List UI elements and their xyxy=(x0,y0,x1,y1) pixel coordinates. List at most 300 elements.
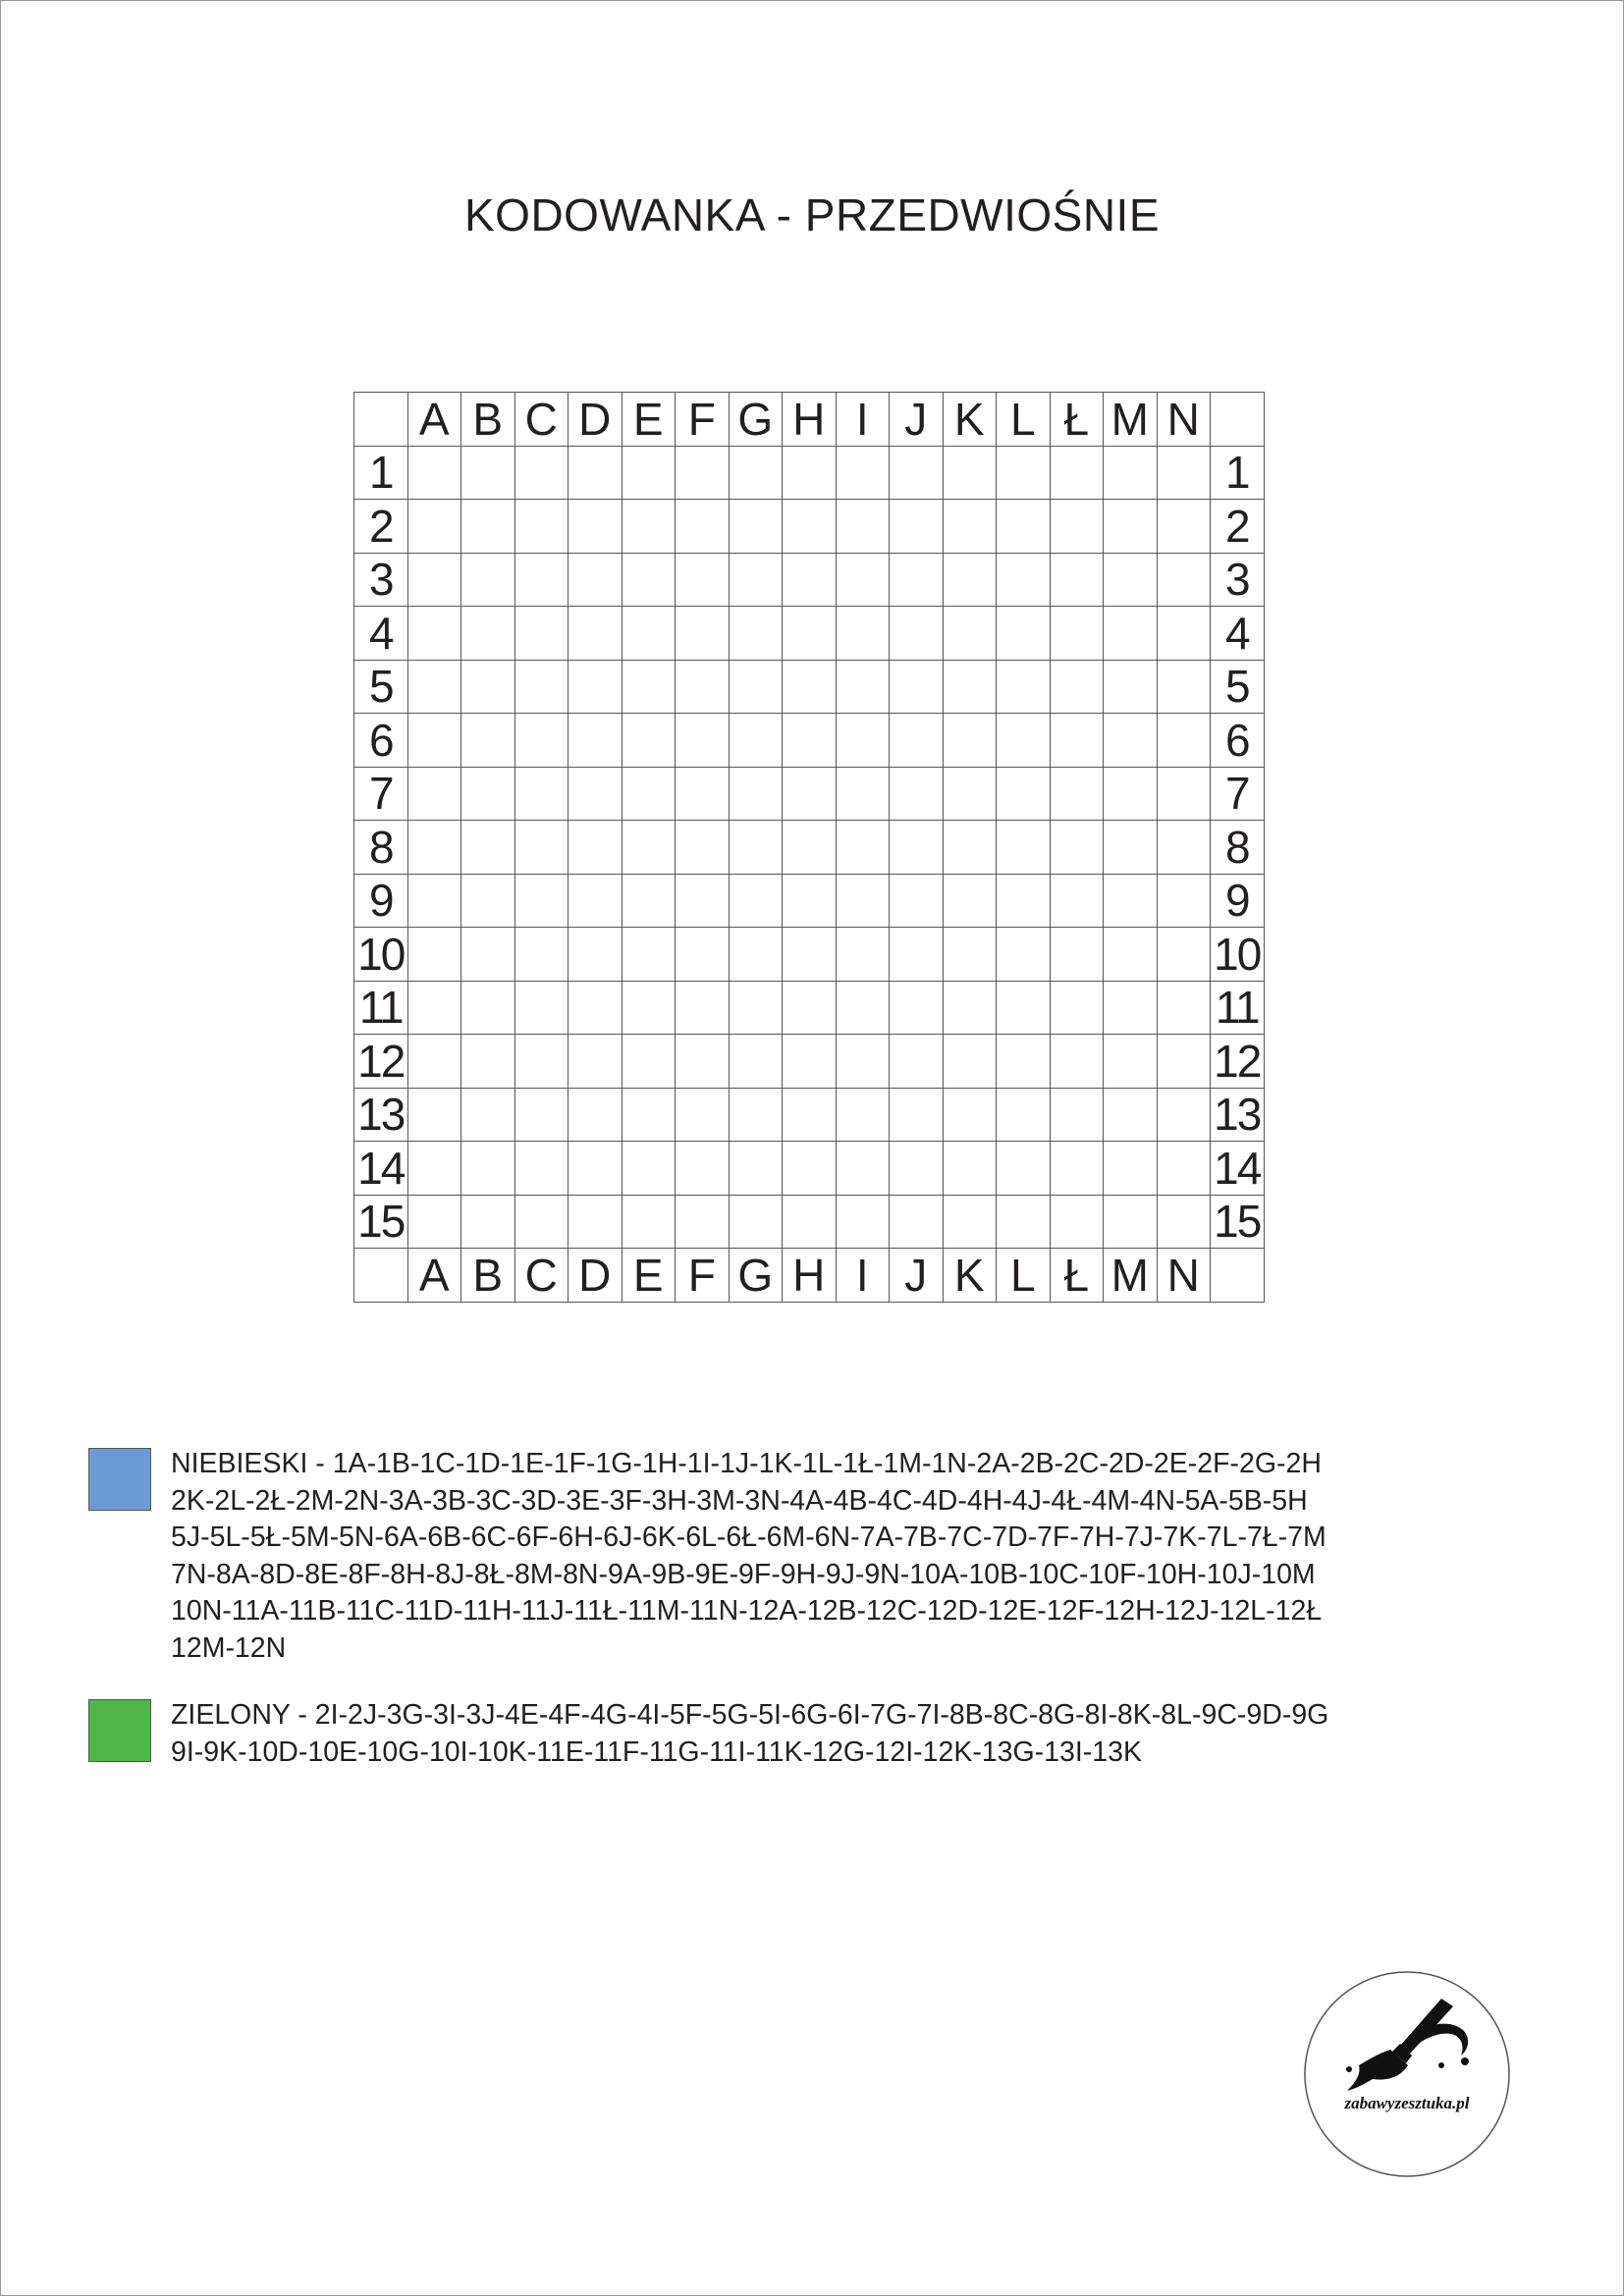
grid-cell[interactable] xyxy=(1157,928,1211,982)
grid-cell[interactable] xyxy=(1050,928,1104,982)
grid-cell[interactable] xyxy=(1050,981,1104,1035)
grid-cell[interactable] xyxy=(1157,500,1211,554)
grid-cell[interactable] xyxy=(997,928,1051,982)
grid-cell[interactable] xyxy=(461,660,515,714)
grid-cell[interactable] xyxy=(568,660,623,714)
grid-cell[interactable] xyxy=(568,1195,623,1249)
grid-cell[interactable] xyxy=(943,607,997,661)
grid-cell[interactable] xyxy=(514,981,568,1035)
grid-cell[interactable] xyxy=(729,446,783,500)
grid-cell[interactable] xyxy=(729,500,783,554)
grid-cell[interactable] xyxy=(568,821,623,875)
grid-cell[interactable] xyxy=(783,500,837,554)
grid-cell[interactable] xyxy=(836,446,890,500)
grid-cell[interactable] xyxy=(514,500,568,554)
legend-line: 5J-5L-5Ł-5M-5N-6A-6B-6C-6F-6H-6J-6K-6L-6Ł-6M-6N-7A-7B-7C-7D-7F-7H-7J-7K-7L-7Ł-7M xyxy=(171,1522,1326,1553)
grid-cell[interactable] xyxy=(783,1195,837,1249)
row-label: 4 xyxy=(354,607,408,661)
grid-cell[interactable] xyxy=(783,821,837,875)
grid-cell[interactable] xyxy=(1104,1195,1158,1249)
grid-cell[interactable] xyxy=(729,553,783,607)
grid-cell[interactable] xyxy=(1104,1088,1158,1142)
grid-cell[interactable] xyxy=(890,1142,944,1196)
grid-cell[interactable] xyxy=(997,446,1051,500)
grid-cell[interactable] xyxy=(568,928,623,982)
column-label: J xyxy=(890,1249,944,1303)
grid-cell[interactable] xyxy=(890,821,944,875)
column-label: D xyxy=(568,393,623,447)
row-label: 14 xyxy=(354,1142,408,1196)
grid-cell[interactable] xyxy=(997,1195,1051,1249)
column-label: H xyxy=(783,393,837,447)
grid-cell[interactable] xyxy=(622,767,676,821)
grid-cell[interactable] xyxy=(943,1088,997,1142)
grid-cell[interactable] xyxy=(1104,981,1158,1035)
column-label: L xyxy=(997,1249,1051,1303)
column-label: G xyxy=(729,1249,783,1303)
row-label: 11 xyxy=(1211,981,1265,1035)
grid-row xyxy=(354,500,1265,554)
grid-cell[interactable] xyxy=(1050,1195,1104,1249)
grid-cell[interactable] xyxy=(783,1088,837,1142)
grid-cell[interactable] xyxy=(1104,500,1158,554)
grid-cell[interactable] xyxy=(729,821,783,875)
grid-cell[interactable] xyxy=(622,607,676,661)
grid-cell[interactable] xyxy=(461,1088,515,1142)
grid-cell[interactable] xyxy=(676,1088,730,1142)
grid-cell[interactable] xyxy=(676,500,730,554)
grid-cell[interactable] xyxy=(943,1142,997,1196)
grid-cell[interactable] xyxy=(997,553,1051,607)
grid-cell[interactable] xyxy=(997,767,1051,821)
grid-cell[interactable] xyxy=(943,660,997,714)
grid-cell[interactable] xyxy=(1104,767,1158,821)
grid-cell[interactable] xyxy=(890,928,944,982)
grid-cell[interactable] xyxy=(1157,874,1211,928)
grid-cell[interactable] xyxy=(783,767,837,821)
grid-row xyxy=(354,928,1265,982)
grid-cell[interactable] xyxy=(1104,446,1158,500)
grid-cell[interactable] xyxy=(568,1088,623,1142)
grid-cell[interactable] xyxy=(729,874,783,928)
grid-cell[interactable] xyxy=(1050,1142,1104,1196)
grid-cell[interactable] xyxy=(407,1142,461,1196)
grid-cell[interactable] xyxy=(676,446,730,500)
grid-cell[interactable] xyxy=(890,553,944,607)
blue-color-swatch xyxy=(88,1448,151,1511)
grid-cell[interactable] xyxy=(783,553,837,607)
grid-cell[interactable] xyxy=(729,714,783,768)
grid-cell[interactable] xyxy=(836,928,890,982)
grid-cell[interactable] xyxy=(890,500,944,554)
grid-cell[interactable] xyxy=(1104,821,1158,875)
grid-cell[interactable] xyxy=(729,928,783,982)
grid-cell[interactable] xyxy=(890,874,944,928)
row-label: 7 xyxy=(1211,767,1265,821)
grid-cell[interactable] xyxy=(461,500,515,554)
grid-cell[interactable] xyxy=(729,1035,783,1089)
grid-cell[interactable] xyxy=(943,1195,997,1249)
grid-cell[interactable] xyxy=(890,981,944,1035)
grid-cell[interactable] xyxy=(943,767,997,821)
grid-cell[interactable] xyxy=(1050,1088,1104,1142)
grid-cell[interactable] xyxy=(890,607,944,661)
grid-cell[interactable] xyxy=(622,714,676,768)
grid-cell[interactable] xyxy=(1050,500,1104,554)
legend-line: NIEBIESKI - 1A-1B-1C-1D-1E-1F-1G-1H-1I-1J-1K-1L-1Ł-1M-1N-2A-2B-2C-2D-2E-2F-2G-2H xyxy=(171,1448,1322,1479)
grid-cell[interactable] xyxy=(676,553,730,607)
grid-cell[interactable] xyxy=(836,553,890,607)
grid-cell[interactable] xyxy=(943,821,997,875)
grid-cell[interactable] xyxy=(514,660,568,714)
grid-cell[interactable] xyxy=(407,821,461,875)
grid-cell[interactable] xyxy=(1050,446,1104,500)
grid-cell[interactable] xyxy=(407,928,461,982)
column-label: A xyxy=(407,393,461,447)
grid-cell[interactable] xyxy=(836,874,890,928)
legend-line: 10N-11A-11B-11C-11D-11H-11J-11Ł-11M-11N-12A-12B-12C-12D-12E-12F-12H-12J-12L-12Ł xyxy=(171,1595,1323,1627)
row-label: 9 xyxy=(354,874,408,928)
row-label: 10 xyxy=(1211,928,1265,982)
grid-cell[interactable] xyxy=(1157,1142,1211,1196)
grid-cell[interactable] xyxy=(407,1035,461,1089)
grid-cell[interactable] xyxy=(461,767,515,821)
grid-cell[interactable] xyxy=(622,874,676,928)
grid-cell[interactable] xyxy=(943,446,997,500)
corner-cell xyxy=(1211,1249,1265,1303)
grid-cell[interactable] xyxy=(568,553,623,607)
grid-cell[interactable] xyxy=(514,874,568,928)
grid-cell[interactable] xyxy=(568,1035,623,1089)
grid-cell[interactable] xyxy=(461,1142,515,1196)
grid-cell[interactable] xyxy=(1050,660,1104,714)
grid-cell[interactable] xyxy=(943,500,997,554)
grid-cell[interactable] xyxy=(729,981,783,1035)
grid-cell[interactable] xyxy=(568,446,623,500)
coding-grid xyxy=(353,392,1265,1303)
grid-cell[interactable] xyxy=(407,446,461,500)
grid-cell[interactable] xyxy=(1157,607,1211,661)
grid-cell[interactable] xyxy=(514,821,568,875)
grid-cell[interactable] xyxy=(836,500,890,554)
grid-cell[interactable] xyxy=(890,714,944,768)
grid-cell[interactable] xyxy=(783,1035,837,1089)
grid-cell[interactable] xyxy=(514,446,568,500)
corner-cell xyxy=(1211,393,1265,447)
grid-cell[interactable] xyxy=(1050,1035,1104,1089)
grid-cell[interactable] xyxy=(1104,553,1158,607)
grid-cell[interactable] xyxy=(461,446,515,500)
grid-cell[interactable] xyxy=(461,553,515,607)
grid-cell[interactable] xyxy=(836,821,890,875)
grid-cell[interactable] xyxy=(783,446,837,500)
grid-cell[interactable] xyxy=(407,714,461,768)
grid-cell[interactable] xyxy=(1050,714,1104,768)
grid-cell[interactable] xyxy=(890,446,944,500)
grid-cell[interactable] xyxy=(622,553,676,607)
column-header-bottom xyxy=(354,1249,1265,1303)
grid-cell[interactable] xyxy=(836,1195,890,1249)
grid-cell[interactable] xyxy=(783,981,837,1035)
grid-cell[interactable] xyxy=(407,981,461,1035)
column-label: J xyxy=(890,393,944,447)
grid-cell[interactable] xyxy=(1050,607,1104,661)
grid-cell[interactable] xyxy=(407,874,461,928)
grid-cell[interactable] xyxy=(836,981,890,1035)
grid-cell[interactable] xyxy=(783,714,837,768)
grid-cell[interactable] xyxy=(997,660,1051,714)
grid-cell[interactable] xyxy=(890,1035,944,1089)
grid-cell[interactable] xyxy=(407,1088,461,1142)
grid-row xyxy=(354,1035,1265,1089)
site-logo xyxy=(1304,1971,1510,2177)
grid-cell[interactable] xyxy=(676,821,730,875)
legend-line: ZIELONY - 2I-2J-3G-3I-3J-4E-4F-4G-4I-5F-5G-5I-6G-6I-7G-7I-8B-8C-8G-8I-8K-8L-9C-9D-9G xyxy=(171,1699,1329,1731)
grid-cell[interactable] xyxy=(568,981,623,1035)
grid-cell[interactable] xyxy=(836,767,890,821)
grid-cell[interactable] xyxy=(622,928,676,982)
grid-cell[interactable] xyxy=(1104,1142,1158,1196)
grid-cell[interactable] xyxy=(1050,874,1104,928)
grid-row xyxy=(354,1195,1265,1249)
grid-cell[interactable] xyxy=(1050,553,1104,607)
grid-cell[interactable] xyxy=(514,714,568,768)
column-label: D xyxy=(568,1249,623,1303)
grid-cell[interactable] xyxy=(943,553,997,607)
row-label: 5 xyxy=(354,660,408,714)
grid-cell[interactable] xyxy=(943,1035,997,1089)
column-label: A xyxy=(407,1249,461,1303)
grid-cell[interactable] xyxy=(783,607,837,661)
grid-cell[interactable] xyxy=(461,1035,515,1089)
column-header-top xyxy=(354,393,1265,447)
column-label: B xyxy=(461,393,515,447)
grid-row xyxy=(354,767,1265,821)
grid-cell[interactable] xyxy=(461,928,515,982)
column-label: I xyxy=(836,393,890,447)
grid-cell[interactable] xyxy=(729,1142,783,1196)
grid-row xyxy=(354,874,1265,928)
column-label: B xyxy=(461,1249,515,1303)
grid-cell[interactable] xyxy=(943,714,997,768)
grid-cell[interactable] xyxy=(890,660,944,714)
grid-cell[interactable] xyxy=(997,1035,1051,1089)
grid-cell[interactable] xyxy=(676,607,730,661)
grid-cell[interactable] xyxy=(676,1195,730,1249)
grid-cell[interactable] xyxy=(461,821,515,875)
grid-cell[interactable] xyxy=(514,1195,568,1249)
logo-text: zabawyzesztuka.pl xyxy=(1344,2094,1470,2112)
row-label: 2 xyxy=(1211,500,1265,554)
grid-cell[interactable] xyxy=(997,714,1051,768)
corner-cell xyxy=(354,1249,408,1303)
grid-cell[interactable] xyxy=(622,446,676,500)
grid-cell[interactable] xyxy=(1157,1035,1211,1089)
grid-cell[interactable] xyxy=(1050,767,1104,821)
grid-cell[interactable] xyxy=(568,1142,623,1196)
row-label: 5 xyxy=(1211,660,1265,714)
grid-cell[interactable] xyxy=(407,1195,461,1249)
grid-cell[interactable] xyxy=(943,981,997,1035)
grid-cell[interactable] xyxy=(729,607,783,661)
grid-cell[interactable] xyxy=(1104,714,1158,768)
grid-cell[interactable] xyxy=(1157,553,1211,607)
grid-cell[interactable] xyxy=(890,1195,944,1249)
grid-cell[interactable] xyxy=(568,607,623,661)
grid-cell[interactable] xyxy=(997,1142,1051,1196)
row-label: 14 xyxy=(1211,1142,1265,1196)
column-label: K xyxy=(943,1249,997,1303)
grid-cell[interactable] xyxy=(1157,821,1211,875)
grid-cell[interactable] xyxy=(568,500,623,554)
grid-cell[interactable] xyxy=(836,714,890,768)
grid-cell[interactable] xyxy=(461,981,515,1035)
column-label: K xyxy=(943,393,997,447)
grid-row xyxy=(354,660,1265,714)
legend-line: 7N-8A-8D-8E-8F-8H-8J-8Ł-8M-8N-9A-9B-9E-9F-9H-9J-9N-10A-10B-10C-10F-10H-10J-10M xyxy=(171,1558,1316,1590)
column-label: N xyxy=(1157,1249,1211,1303)
grid-cell[interactable] xyxy=(783,874,837,928)
grid-cell[interactable] xyxy=(676,767,730,821)
grid-cell[interactable] xyxy=(1157,767,1211,821)
grid-cell[interactable] xyxy=(622,1142,676,1196)
grid-cell[interactable] xyxy=(676,660,730,714)
grid-cell[interactable] xyxy=(568,714,623,768)
paintbrush-icon xyxy=(1346,1999,1469,2091)
grid-cell[interactable] xyxy=(729,767,783,821)
grid-cell[interactable] xyxy=(676,714,730,768)
grid-cell[interactable] xyxy=(622,981,676,1035)
grid-row xyxy=(354,446,1265,500)
grid-cell[interactable] xyxy=(836,660,890,714)
grid-cell[interactable] xyxy=(943,874,997,928)
row-label: 13 xyxy=(354,1088,408,1142)
grid-cell[interactable] xyxy=(461,714,515,768)
grid-cell[interactable] xyxy=(1050,821,1104,875)
column-label: I xyxy=(836,1249,890,1303)
row-label: 15 xyxy=(1211,1195,1265,1249)
grid-cell[interactable] xyxy=(514,1088,568,1142)
grid-cell[interactable] xyxy=(783,1142,837,1196)
grid-cell[interactable] xyxy=(622,660,676,714)
grid-cell[interactable] xyxy=(407,607,461,661)
row-label: 2 xyxy=(354,500,408,554)
grid-row xyxy=(354,1142,1265,1196)
row-label: 15 xyxy=(354,1195,408,1249)
row-label: 12 xyxy=(354,1035,408,1089)
grid-cell[interactable] xyxy=(622,1195,676,1249)
grid-cell[interactable] xyxy=(1157,660,1211,714)
column-label: M xyxy=(1104,1249,1158,1303)
grid-cell[interactable] xyxy=(836,1142,890,1196)
grid-cell[interactable] xyxy=(890,1088,944,1142)
legend-line: 2K-2L-2Ł-2M-2N-3A-3B-3C-3D-3E-3F-3H-3M-3N-4A-4B-4C-4D-4H-4J-4Ł-4M-4N-5A-5B-5H xyxy=(171,1484,1308,1517)
grid-cell[interactable] xyxy=(1157,714,1211,768)
row-label: 6 xyxy=(1211,714,1265,768)
grid-cell[interactable] xyxy=(514,1142,568,1196)
grid-cell[interactable] xyxy=(407,500,461,554)
row-label: 1 xyxy=(1211,446,1265,500)
grid-cell[interactable] xyxy=(890,767,944,821)
grid-cell[interactable] xyxy=(943,928,997,982)
grid-cell[interactable] xyxy=(997,607,1051,661)
grid-cell[interactable] xyxy=(514,928,568,982)
grid-cell[interactable] xyxy=(676,981,730,1035)
grid-cell[interactable] xyxy=(568,767,623,821)
grid-cell[interactable] xyxy=(676,1035,730,1089)
grid-cell[interactable] xyxy=(1104,1035,1158,1089)
row-label: 6 xyxy=(354,714,408,768)
grid-row xyxy=(354,1088,1265,1142)
grid-cell[interactable] xyxy=(1157,1088,1211,1142)
grid-cell[interactable] xyxy=(1157,1195,1211,1249)
grid-cell[interactable] xyxy=(997,981,1051,1035)
grid-cell[interactable] xyxy=(622,1088,676,1142)
column-label: E xyxy=(622,1249,676,1303)
grid-cell[interactable] xyxy=(1104,874,1158,928)
grid-cell[interactable] xyxy=(514,767,568,821)
column-label: Ł xyxy=(1050,393,1104,447)
grid-cell[interactable] xyxy=(997,874,1051,928)
grid-cell[interactable] xyxy=(783,660,837,714)
grid-cell[interactable] xyxy=(622,821,676,875)
grid-cell[interactable] xyxy=(836,607,890,661)
grid-cell[interactable] xyxy=(568,874,623,928)
corner-cell xyxy=(354,393,408,447)
grid-cell[interactable] xyxy=(729,1088,783,1142)
grid-row xyxy=(354,714,1265,768)
column-label: L xyxy=(997,393,1051,447)
grid-cell[interactable] xyxy=(1104,928,1158,982)
grid-row xyxy=(354,981,1265,1035)
row-label: 3 xyxy=(354,553,408,607)
grid-cell[interactable] xyxy=(622,1035,676,1089)
row-label: 8 xyxy=(1211,821,1265,875)
grid-cell[interactable] xyxy=(997,821,1051,875)
grid-cell[interactable] xyxy=(407,553,461,607)
grid-cell[interactable] xyxy=(729,660,783,714)
grid-cell[interactable] xyxy=(514,607,568,661)
grid-cell[interactable] xyxy=(836,1035,890,1089)
grid-cell[interactable] xyxy=(622,500,676,554)
grid-cell[interactable] xyxy=(1157,981,1211,1035)
grid-cell[interactable] xyxy=(407,767,461,821)
grid-cell[interactable] xyxy=(461,1195,515,1249)
grid-cell[interactable] xyxy=(1104,607,1158,661)
legend-blue-text xyxy=(171,1446,1624,1667)
grid-cell[interactable] xyxy=(1157,446,1211,500)
grid-cell[interactable] xyxy=(836,1088,890,1142)
grid-cell[interactable] xyxy=(514,553,568,607)
grid-row xyxy=(354,607,1265,661)
grid-cell[interactable] xyxy=(407,660,461,714)
grid-cell[interactable] xyxy=(783,928,837,982)
row-label: 10 xyxy=(354,928,408,982)
grid-cell[interactable] xyxy=(997,500,1051,554)
grid-cell[interactable] xyxy=(514,1035,568,1089)
grid-cell[interactable] xyxy=(676,1142,730,1196)
grid-cell[interactable] xyxy=(461,874,515,928)
grid-cell[interactable] xyxy=(676,928,730,982)
grid-row xyxy=(354,821,1265,875)
grid-cell[interactable] xyxy=(997,1088,1051,1142)
grid-cell[interactable] xyxy=(1104,660,1158,714)
grid-cell[interactable] xyxy=(729,1195,783,1249)
grid-cell[interactable] xyxy=(461,607,515,661)
row-label: 3 xyxy=(1211,553,1265,607)
grid-cell[interactable] xyxy=(676,874,730,928)
row-label: 1 xyxy=(354,446,408,500)
